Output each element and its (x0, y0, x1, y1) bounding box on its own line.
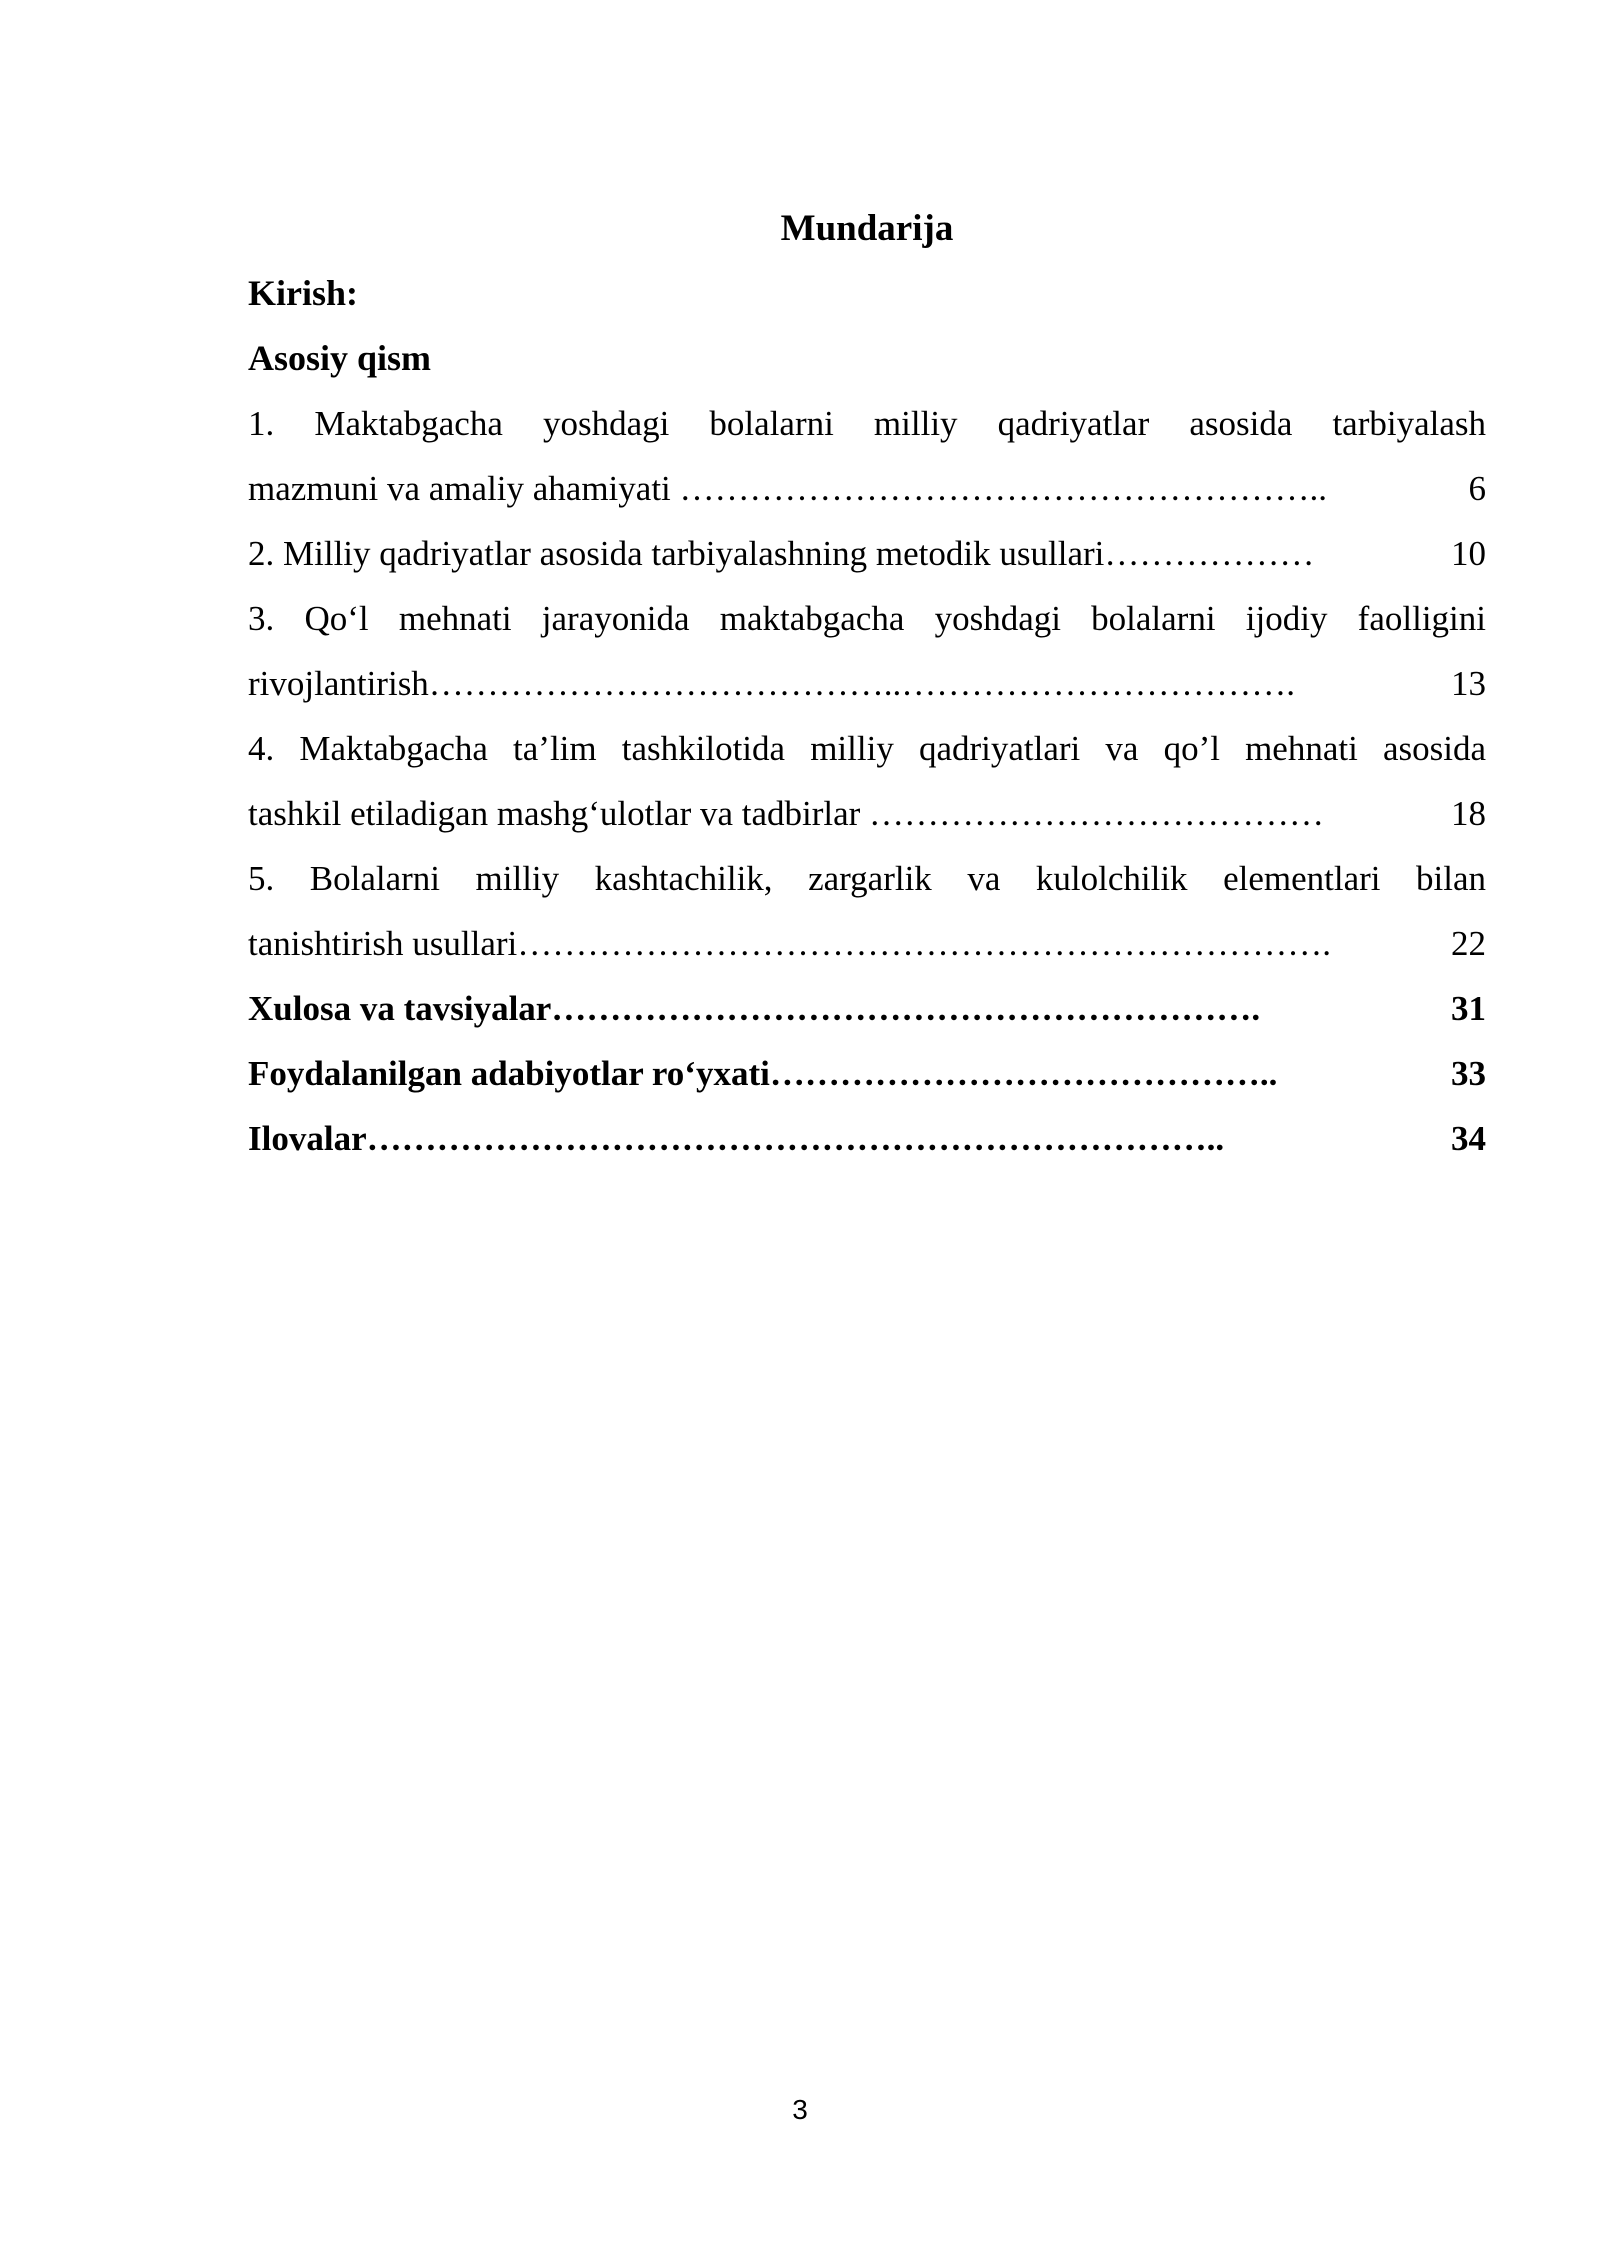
toc-entry-text: Foydalanilgan adabiyotlar ro‘yxati…………………………………….. (248, 1054, 1278, 1093)
toc-entry (248, 586, 1486, 716)
toc-page-number: 31 (1451, 989, 1486, 1028)
toc-entry-line: 1. Maktabgacha yoshdagi bolalarni milliy qadriyatlar asosida tarbiyalash (248, 404, 1486, 443)
toc-entry-text: Xulosa va tavsiyalar……………………………………………………. (248, 989, 1261, 1028)
toc-main-part: Asosiy qism (248, 338, 432, 378)
toc-page-number: 18 (1451, 794, 1486, 833)
toc-entry-last-line (248, 911, 1486, 976)
toc-entry-text: 2. Milliy qadriyatlar asosida tarbiyalashning metodik usullari……………… (248, 534, 1315, 573)
toc-entry-references (248, 1041, 1486, 1106)
toc-page-number: 34 (1451, 1119, 1486, 1158)
toc-entry-conclusion (248, 976, 1486, 1041)
toc-entry-appendices (248, 1106, 1486, 1171)
toc-entry-text: mazmuni va amaliy ahamiyati ……………………………………………….. (248, 469, 1328, 508)
toc-entry (248, 391, 1486, 521)
toc-page-number: 22 (1451, 924, 1486, 963)
toc-entry-last-line (248, 781, 1486, 846)
toc-page-number: 6 (1468, 469, 1486, 508)
toc-page-number: 13 (1451, 664, 1486, 703)
toc-entry-last-line (248, 651, 1486, 716)
toc-entry-text: Ilovalar……………………………………………………………….. (248, 1119, 1225, 1158)
toc-entry-text: tashkil etiladigan mashg‘ulotlar va tadbirlar ………………………………… (248, 794, 1325, 833)
toc-entry-text: tanishtirish usullari……………………………………………………………. (248, 924, 1332, 963)
toc-intro: Kirish: (248, 273, 359, 313)
toc-entry-line: 5. Bolalarni milliy kashtachilik, zargarlik va kulolchilik elementlari bilan (248, 859, 1486, 898)
toc-title: Mundarija (780, 208, 954, 249)
document-page (248, 196, 1486, 1171)
toc-entry (248, 846, 1486, 976)
toc-entry-line: 4. Maktabgacha ta’lim tashkilotida milliy qadriyatlari va qo’l mehnati asosida (248, 729, 1486, 768)
page-footer-number: 3 (792, 2094, 808, 2125)
toc-entry-last-line (248, 456, 1486, 521)
toc-entry-line: 3. Qo‘l mehnati jarayonida maktabgacha yoshdagi bolalarni ijodiy faolligini (248, 599, 1486, 638)
toc-page-number: 10 (1451, 534, 1486, 573)
toc-entry-text: rivojlantirish…………………………………..……………………………. (248, 664, 1296, 703)
toc-entry (248, 716, 1486, 846)
toc-entry (248, 521, 1486, 586)
toc-page-number: 33 (1451, 1054, 1486, 1093)
toc-entry-last-line (248, 521, 1486, 586)
